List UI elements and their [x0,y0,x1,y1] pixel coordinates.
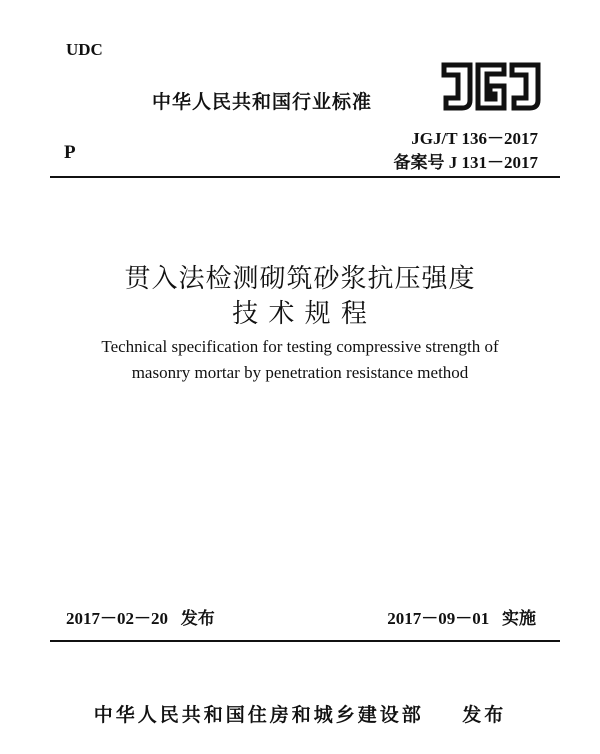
category-letter: P [64,142,76,163]
title-english-line1: Technical specification for testing compressive strength of [101,337,499,356]
effective-label: 实施 [502,609,536,629]
issue-date-block [66,604,215,629]
logo-text: JGJ [440,60,442,61]
standard-series-label: 中华人民共和国行业标准 [152,91,373,113]
effective-date-block [387,604,536,629]
udc-label: UDC [66,40,103,59]
jgj-logo [440,60,542,112]
record-number: 备案号 J 131－2017 [393,153,538,172]
title-english-line2: masonry mortar by penetration resistance method [131,363,469,382]
standard-number: JGJ/T 136－2017 [411,129,538,148]
issue-label: 发布 [180,609,215,629]
effective-date: 2017－09－01 [387,609,490,628]
issuer-name: 中华人民共和国住房和城乡建设部 [93,704,424,726]
issuer-action: 发布 [462,704,507,726]
issuer-line [0,700,600,727]
issue-date: 2017－02－20 [66,609,168,628]
footer-divider [50,640,560,642]
header-divider [50,176,560,178]
title-chinese-line1: 贯入法检测砌筑砂浆抗压强度 [124,264,476,294]
title-chinese-line2: 技 术 规 程 [232,299,368,329]
